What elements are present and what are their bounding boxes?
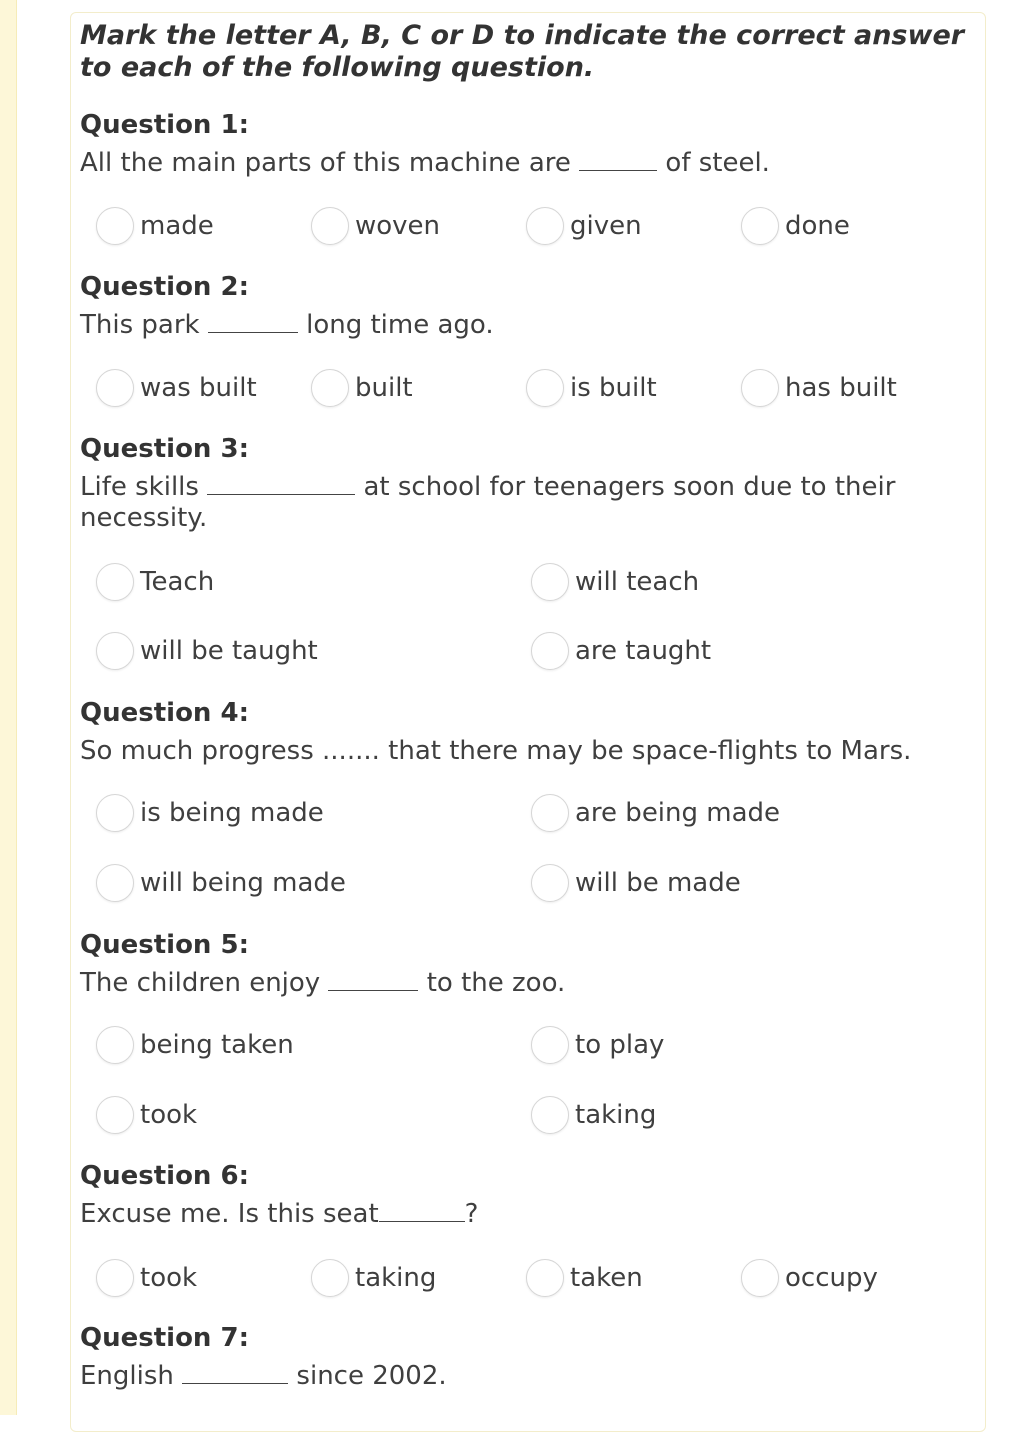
- question-1-option-d[interactable]: done: [741, 207, 850, 245]
- instructions: Mark the letter A, B, C or D to indicate the correct answer to each of the following question.: [80, 20, 965, 83]
- question-1-option-a[interactable]: made: [96, 207, 214, 245]
- answer-blank: [579, 150, 657, 171]
- question-4-option-c[interactable]: will being made: [96, 864, 346, 902]
- question-3-option-d[interactable]: are taught: [531, 632, 711, 670]
- question-3-text: Life skills at school for teenagers soon due to their necessity.: [80, 472, 896, 533]
- question-6-text: Excuse me. Is this seat ?: [80, 1199, 479, 1229]
- question-7-text: English since 2002.: [80, 1361, 447, 1391]
- question-6-option-a[interactable]: took: [96, 1259, 197, 1297]
- radio-button[interactable]: [311, 207, 349, 245]
- question-1-text: All the main parts of this machine are of steel.: [80, 148, 770, 178]
- radio-button[interactable]: [311, 369, 349, 407]
- radio-button[interactable]: [531, 794, 569, 832]
- radio-button[interactable]: [96, 864, 134, 902]
- answer-blank: [328, 970, 418, 991]
- question-5-text: The children enjoy to the zoo.: [80, 968, 566, 998]
- radio-button[interactable]: [526, 1259, 564, 1297]
- answer-blank: [379, 1201, 465, 1222]
- radio-button[interactable]: [526, 207, 564, 245]
- question-4-option-b[interactable]: are being made: [531, 794, 780, 832]
- left-page-stripe: [0, 0, 17, 1415]
- question-3-option-b[interactable]: will teach: [531, 563, 699, 601]
- radio-button[interactable]: [531, 1026, 569, 1064]
- answer-blank: [207, 474, 355, 495]
- question-5-option-d[interactable]: taking: [531, 1096, 656, 1134]
- radio-button[interactable]: [96, 1096, 134, 1134]
- question-5-option-c[interactable]: took: [96, 1096, 197, 1134]
- radio-button[interactable]: [531, 1096, 569, 1134]
- question-3-title: Question 3:: [80, 434, 249, 464]
- question-1-title: Question 1:: [80, 110, 249, 140]
- question-6-title: Question 6:: [80, 1161, 249, 1191]
- radio-button[interactable]: [96, 563, 134, 601]
- question-4-option-a[interactable]: is being made: [96, 794, 324, 832]
- question-7-title: Question 7:: [80, 1323, 249, 1353]
- question-6-option-b[interactable]: taking: [311, 1259, 436, 1297]
- question-2-option-c[interactable]: is built: [526, 369, 657, 407]
- question-3-option-c[interactable]: will be taught: [96, 632, 318, 670]
- radio-button[interactable]: [741, 1259, 779, 1297]
- question-2-title: Question 2:: [80, 272, 249, 302]
- radio-button[interactable]: [96, 1259, 134, 1297]
- radio-button[interactable]: [526, 369, 564, 407]
- question-4-option-d[interactable]: will be made: [531, 864, 741, 902]
- radio-button[interactable]: [531, 563, 569, 601]
- radio-button[interactable]: [311, 1259, 349, 1297]
- question-1-option-c[interactable]: given: [526, 207, 642, 245]
- question-5-option-a[interactable]: being taken: [96, 1026, 294, 1064]
- radio-button[interactable]: [96, 794, 134, 832]
- question-2-option-b[interactable]: built: [311, 369, 413, 407]
- question-2-text: This park long time ago.: [80, 310, 494, 340]
- radio-button[interactable]: [741, 207, 779, 245]
- question-5-title: Question 5:: [80, 930, 249, 960]
- radio-button[interactable]: [96, 207, 134, 245]
- question-6-option-c[interactable]: taken: [526, 1259, 643, 1297]
- question-4-title: Question 4:: [80, 698, 249, 728]
- radio-button[interactable]: [96, 1026, 134, 1064]
- radio-button[interactable]: [531, 864, 569, 902]
- radio-button[interactable]: [741, 369, 779, 407]
- question-4-text: So much progress ....... that there may be space-flights to Mars.: [80, 736, 912, 766]
- question-5-option-b[interactable]: to play: [531, 1026, 664, 1064]
- question-2-option-a[interactable]: was built: [96, 369, 257, 407]
- radio-button[interactable]: [96, 632, 134, 670]
- question-2-option-d[interactable]: has built: [741, 369, 897, 407]
- radio-button[interactable]: [96, 369, 134, 407]
- answer-blank: [182, 1363, 288, 1384]
- radio-button[interactable]: [531, 632, 569, 670]
- answer-blank: [208, 312, 298, 333]
- question-1-option-b[interactable]: woven: [311, 207, 440, 245]
- question-3-option-a[interactable]: Teach: [96, 563, 214, 601]
- question-6-option-d[interactable]: occupy: [741, 1259, 878, 1297]
